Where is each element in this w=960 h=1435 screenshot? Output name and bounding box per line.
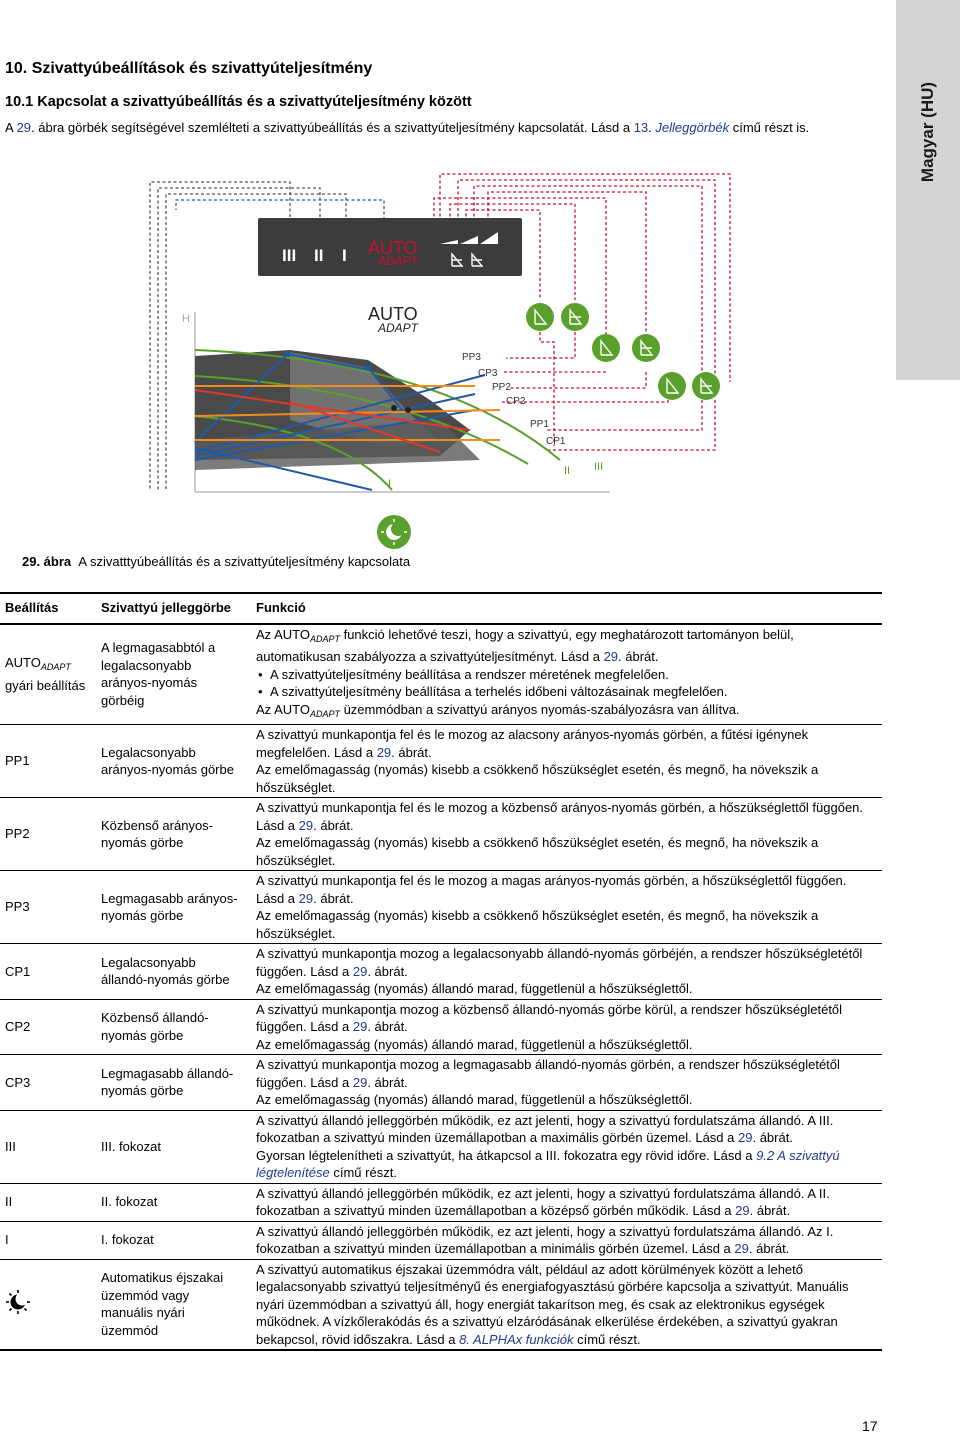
language-label: Magyar (HU) [918,81,937,183]
bullet-item: • A szivattyúteljesítmény beállítása a rendszer méretének megfelelően. [256,666,878,684]
figure-link[interactable]: 29 [298,817,314,833]
curve-cell: Legmagasabb arányos-nyomás görbe [97,871,248,944]
label-pp2: PP2 [492,382,511,393]
table-row [0,944,882,1000]
curve-cell: Legmagasabb állandó-nyomás görbe [97,1055,248,1111]
section-link[interactable]: 13 [633,120,649,135]
curve-icon-3 [592,334,620,362]
panel-adapt-label: ADAPT [378,254,419,268]
figure-link[interactable]: 29 [352,963,368,979]
pp-cp-icons [526,303,720,400]
function-cell: A szivattyú munkapontja fel és le mozog az alacsony arányos-nyomás görbén, a fűtési igénynek megfelelően. Lásd a 29. ábrát. Az emelőmagasság (nyomás) kisebb a csökkenő hőszükséglet esetén, és megnő, ha növekszik a hőszükséglet. [248,725,882,798]
header-setting: Beállítás [0,593,97,624]
table-row [0,1055,882,1111]
curve-cell: A legmagasabbtól a legalacsonyabb arányos-nyomás görbéig [97,624,248,725]
intro-paragraph [5,118,885,137]
curve-cell: I. fokozat [97,1221,248,1259]
table-row [0,1110,882,1183]
speed-label-3: III [594,461,604,473]
page-number: 17 [862,1418,878,1434]
language-side-tab [896,0,960,380]
intro-text-3: . [648,120,656,135]
panel-auto-label: AUTO [368,238,418,258]
intro-text-4: című részt is. [729,120,810,135]
section-heading: 10. Szivattyúbeállítások és szivattyúteljesítmény [5,60,373,77]
curve-cell: Közbenső állandó-nyomás görbe [97,999,248,1055]
curve-icon-5 [658,372,686,400]
setting-cell: I [0,1221,97,1259]
table-header-row [0,593,882,624]
curve-cell: II. fokozat [97,1183,248,1221]
label-pp1: PP1 [530,419,549,430]
setting-cell: PP2 [0,798,97,871]
setting-cell: II [0,1183,97,1221]
table-row [0,1259,882,1350]
section-title-link[interactable]: Jelleggörbék [655,120,730,135]
intro-text-1: A [5,120,17,135]
figure-link[interactable]: 29 [352,1074,368,1090]
table-row [0,725,882,798]
function-cell: A szivattyú állandó jelleggörbén működik, ez azt jelenti, hogy a szivattyú fordulatszáma állandó. A III. fokozatban a szivattyú minden üzemállapotban a maximális görbén üzemel. Lásd a 29. ábrát. Gyorsan légtelenítheti a szivattyút, ha átkapcsol a III. fokozatra egy rövid időre. Lásd a 9.2 A szivattyú légtelenítése című részt. [248,1110,882,1183]
function-cell: A szivattyú munkapontja fel és le mozog a közbenső arányos-nyomás görbén, a hőszükséglettől függően. Lásd a 29. ábrát. Az emelőmagasság (nyomás) kisebb a csökkenő hőszükséglet esetén, és megnő, ha növekszik a hőszükséglet. [248,798,882,871]
pump-setting-figure [140,160,740,558]
function-cell: A szivattyú munkapontja mozog a legalacsonyabb állandó-nyomás görbéjén, a rendszer hőszükségletétől függően. Lásd a 29. ábrát. Az emelőmagasság (nyomás) állandó marad, függetlenül a hőszükséglettől. [248,944,882,1000]
table-row [0,999,882,1055]
curve-icon-4 [632,334,660,362]
curve-cell: Közbenső arányos-nyomás görbe [97,798,248,871]
curve-cell: Legalacsonyabb arányos-nyomás görbe [97,725,248,798]
figure-link[interactable]: 29 [376,744,392,760]
function-cell: A szivattyú automatikus éjszakai üzemmódra vált, például az adott körülmények között a lehető legalacsonyabb szivattyú teljesítményű és energiafogyasztású görbére kapcsolja a szivattyút. Manuális nyári üzemmódban a szivattyú áll, hogy energiát takarítson meg, és csak az elektronikus egységek működnek. A vízkőlerakódás és a szivattyú elzáródásának elkerülése érdekében, a szivattyú gyakran bekapcsol, rövid időszakra. Lásd a 8. ALPHAx funkciók című részt. [248,1259,882,1350]
label-cp2: CP2 [506,396,526,407]
speed-label-1: I [388,478,392,490]
section-title-link[interactable]: 9.2 A szivattyú légtelenítése [256,1147,840,1180]
axis-h-label: H [182,313,190,325]
settings-table [0,592,882,1351]
figure-number: 29. ábra [22,554,72,569]
setting-cell: PP3 [0,871,97,944]
label-cp3: CP3 [478,368,498,379]
panel-speed-1: I [342,246,347,265]
function-cell: Az $AUTO_{ADAPT}$ funkció lehetővé teszi, hogy a szivattyú, egy meghatározott tartományon belül, automatikusan szabályozza a szivattyúteljesítményt. Lásd a 29. ábrát. • A szivattyúteljesítmény beállítása a rendszer méretének megfelelően. • A szivattyúteljesítmény beállítása a terhelés időbeni változásainak megfelelően. Az $AUTO_{ADAPT}$ üzemmódban a szivattyú arányos nyomás-szabályozásra van állítva. [248,624,882,725]
figure-link[interactable]: 29 [735,1203,750,1218]
function-cell: A szivattyú munkapontja mozog a legmagasabb állandó-nyomás görbén, a rendszer hőszükségletétől függően. Lásd a 29. ábrát. Az emelőmagasság (nyomás) állandó marad, függetlenül a hőszükséglettől. [248,1055,882,1111]
setting-cell [0,1259,97,1350]
figure-link[interactable]: 29 [603,649,619,664]
header-curve: Szivattyú jelleggörbe [97,593,248,624]
curve-icon-2 [561,303,589,331]
header-function: Funkció [248,593,882,624]
speed-label-2: II [564,465,571,477]
setting-cell: CP2 [0,999,97,1055]
curve-cell: Legalacsonyabb állandó-nyomás görbe [97,944,248,1000]
setting-cell: CP3 [0,1055,97,1111]
bullet-item: • A szivattyúteljesítmény beállítása a terhelés időbeni változásainak megfelelően. [256,683,878,701]
function-cell: A szivattyú állandó jelleggörbén működik, ez azt jelenti, hogy a szivattyú fordulatszáma állandó. Az I. fokozatban a szivattyú minden üzemállapotban a minimális görbén üzemel. Lásd a 29. ábrát. [248,1221,882,1259]
panel-speed-3: III [282,246,297,265]
chart-adapt-label: ADAPT [378,321,419,335]
panel-speed-2: II [314,246,324,265]
setting-cell: PP1 [0,725,97,798]
curve-cell: III. fokozat [97,1110,248,1183]
function-cell: A szivattyú munkapontja mozog a közbenső állandó-nyomás görbe körül, a rendszer hőszükségletétől függően. Lásd a 29. ábrát. Az emelőmagasság (nyomás) állandó marad, függetlenül a hőszükséglettől. [248,999,882,1055]
function-cell: A szivattyú munkapontja fel és le mozog a magas arányos-nyomás görbén, a hőszükséglettől függően. Lásd a 29. ábrát. Az emelőmagasság (nyomás) kisebb a csökkenő hőszükséglet esetén, és megnő, ha növekszik a hőszükséglet. [248,871,882,944]
figure-caption-text: A szivatttyúbeállítás és a szivattyúteljesítmény kapcsolata [78,554,411,569]
table-row [0,624,882,725]
function-cell: A szivattyú állandó jelleggörbén működik, ez azt jelenti, hogy a szivattyú fordulatszáma állandó. A II. fokozatban a szivattyú minden üzemállapotban a középső görbén működik. Lásd a 29. ábrát. [248,1183,882,1221]
curve-icon-6 [692,372,720,400]
figure-link[interactable]: 29 [16,120,32,135]
table-row [0,798,882,871]
curve-cell: Automatikus éjszakai üzemmód vagy manuális nyári üzemmód [97,1259,248,1350]
label-pp3: PP3 [462,352,481,363]
setting-cell: CP1 [0,944,97,1000]
figure-link[interactable]: 29 [738,1130,753,1145]
label-cp1: CP1 [546,436,566,447]
setting-cell: $AUTO_{ADAPT}$ gyári beállítás [0,624,97,725]
figure-link[interactable]: 29 [298,890,314,906]
night-mode-icon [5,1289,31,1315]
figure-link[interactable]: 29 [734,1241,749,1256]
table-row [0,871,882,944]
table-row [0,1183,882,1221]
figure-link[interactable]: 29 [352,1019,368,1034]
night-mode-icon [377,515,411,549]
table-row [0,1221,882,1259]
subsection-heading: 10.1 Kapcsolat a szivattyúbeállítás és a szivattyúteljesítmény között [5,94,472,110]
figure-caption [22,554,410,569]
curve-icon-1 [526,303,554,331]
pump-diagram [140,160,740,558]
section-title-link[interactable]: 8. ALPHAx funkciók [459,1331,574,1347]
setting-cell: III [0,1110,97,1183]
chart-auto-label: AUTO [368,304,418,324]
intro-text-2: . ábra görbék segítségével szemlélteti a szivattyúbeállítás és a szivattyúteljesítmény kapcsolatát. Lásd a [31,120,634,135]
